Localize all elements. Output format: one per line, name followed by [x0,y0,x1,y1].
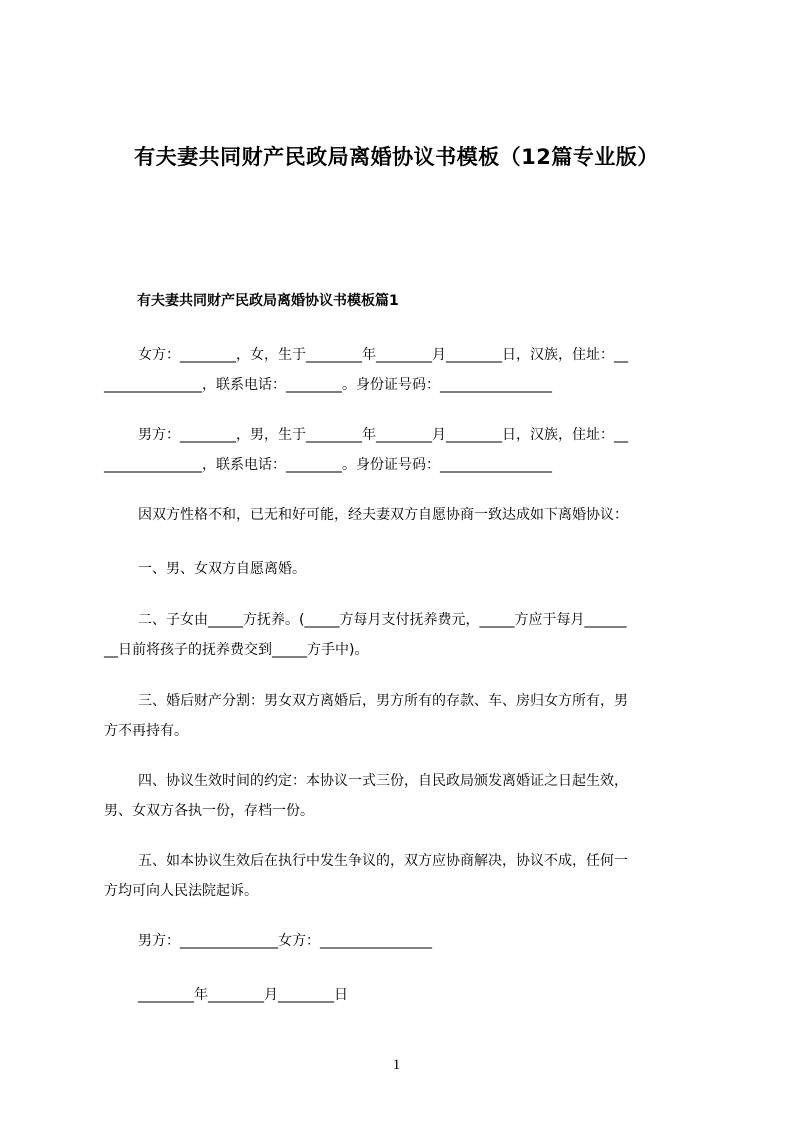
clause-2-line-2: __日前将孩子的抚养费交到_____方手中)。 [104,642,369,658]
female-party-line-2: ______________，联系电话：________。身份证号码：________________ [104,377,552,393]
clause-3-line-1: 三、婚后财产分割：男女双方离婚后，男方所有的存款、车、房归女方所有，男 [138,693,628,709]
clause-1-paragraph [104,554,701,584]
page-number: 1 [392,1057,401,1073]
clause-2-paragraph [104,605,701,665]
page-title: 有夫妻共同财产民政局离婚协议书模板（12篇专业版） [134,145,659,169]
clause-5-line-2: 方均可向人民法院起诉。 [104,883,258,899]
signature-paragraph [104,926,701,956]
female-party-line-1: 女方：________，女，生于________年________月________日，汉族，住址：__ [138,347,628,363]
male-party-line-2: ______________，联系电话：________。身份证号码：________________ [104,457,552,473]
intro-paragraph [104,500,701,530]
clause-4-line-2: 男、女双方各执一份，存档一份。 [104,803,314,819]
signature-line: 男方：______________女方：________________ [138,933,432,949]
clause-4-paragraph [104,766,701,826]
male-party-line-1: 男方：________，男，生于________年________月________日，汉族，住址：__ [138,427,628,443]
clause-4-line-1: 四、协议生效时间的约定：本协议一式三份，自民政局颁发离婚证之日起生效， [138,773,628,789]
clause-5-paragraph [104,846,701,906]
clause-1-text: 一、男、女双方自愿离婚。 [138,561,306,577]
date-paragraph [104,980,701,1010]
male-party-paragraph [104,420,701,480]
date-line: ________年________月________日 [138,987,348,1003]
clause-5-line-1: 五、如本协议生效后在执行中发生争议的，双方应协商解决，协议不成，任何一 [138,853,628,869]
clause-3-paragraph [104,686,701,746]
clause-2-line-1: 二、子女由_____方抚养。(_____方每月支付抚养费元，_____方应于每月______ [138,612,627,628]
intro-text: 因双方性格不和，已无和好可能，经夫妻双方自愿协商一致达成如下离婚协议： [138,507,628,523]
section-heading: 有夫妻共同财产民政局离婚协议书模板篇1 [137,293,399,309]
female-party-paragraph [104,340,701,400]
clause-3-line-2: 方不再持有。 [104,723,188,739]
